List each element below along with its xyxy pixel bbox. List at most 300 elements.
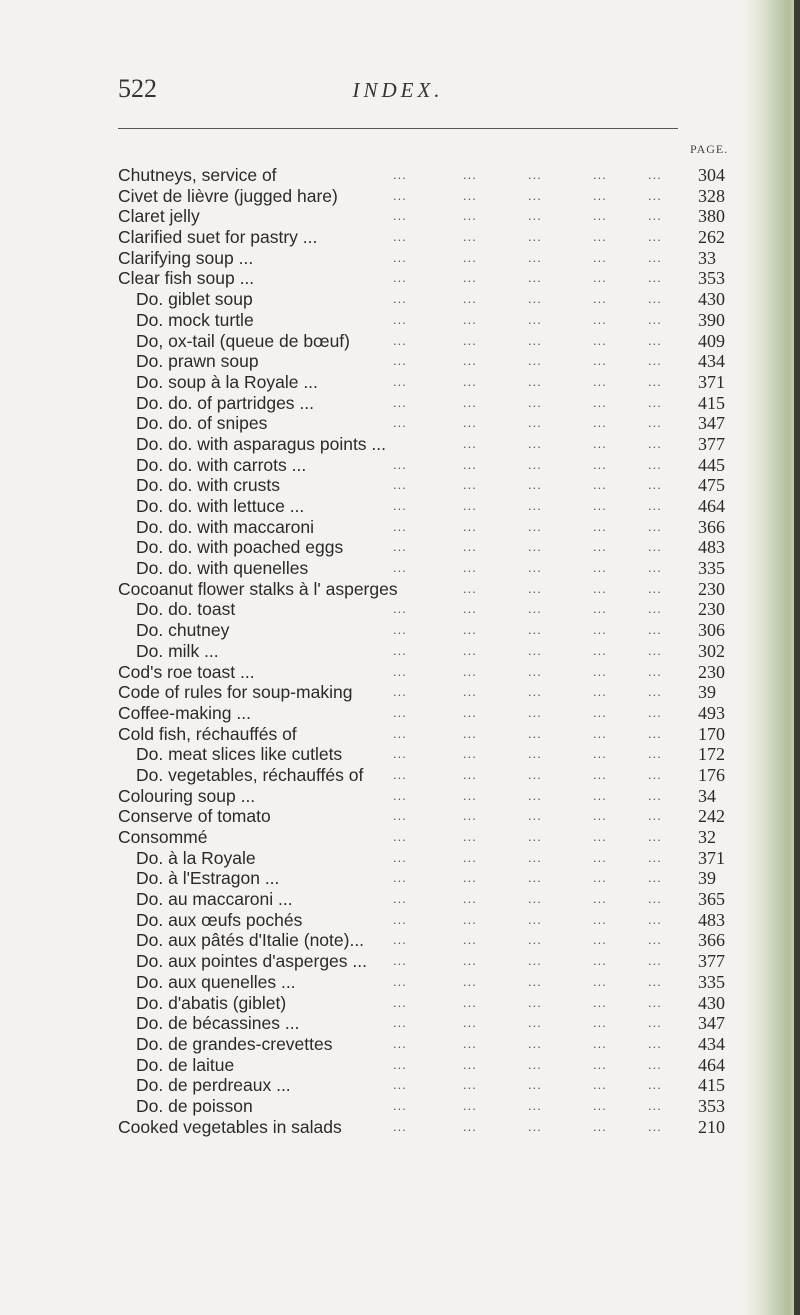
- entry-text: Do. do. with quenelles: [136, 558, 309, 579]
- leader-dots: ...: [593, 932, 607, 948]
- entry-text: Do. do. of partridges ...: [136, 392, 315, 413]
- entry-text: Do. mock turtle: [136, 309, 254, 330]
- leader-dots: ...: [648, 725, 662, 741]
- leader-dots: ...: [393, 891, 407, 907]
- leader-dots: ...: [593, 498, 607, 513]
- entry-text: Civet de lièvre (jugged hare): [118, 185, 338, 206]
- leader-dots: ...: [393, 229, 407, 245]
- leader-dots: ...: [648, 932, 662, 948]
- leader-dots: ...: [463, 684, 477, 700]
- leader-dots: ...: [393, 622, 407, 638]
- leader-dots: ...: [648, 1077, 662, 1093]
- index-entry: [118, 1096, 758, 1117]
- leader-dots: ...: [463, 601, 477, 617]
- leader-dots: ...: [393, 249, 407, 265]
- entry-page-number: 464: [698, 496, 725, 516]
- leader-dots: ...: [528, 849, 542, 865]
- leader-dots: ...: [393, 684, 407, 700]
- entry-text: Clarifying soup ...: [118, 247, 254, 268]
- entry-text: Do. meat slices like cutlets: [136, 744, 343, 765]
- index-entry: [118, 496, 758, 517]
- leader-dots: ...: [648, 498, 662, 513]
- entry-page-number: 377: [698, 433, 725, 454]
- leader-dots: ...: [528, 932, 542, 948]
- entry-page-number: 366: [698, 930, 725, 951]
- entry-page-number: 262: [698, 227, 725, 248]
- entry-text: Cooked vegetables in salads: [118, 1116, 342, 1137]
- leader-dots: ...: [528, 704, 542, 720]
- leader-dots: ...: [463, 394, 477, 410]
- leader-dots: ...: [593, 311, 607, 327]
- entry-page-number: 464: [698, 1054, 725, 1075]
- leader-dots: ...: [593, 456, 607, 472]
- leader-dots: ...: [593, 1118, 607, 1134]
- index-entry: [118, 806, 758, 827]
- index-entry: [118, 827, 758, 848]
- leader-dots: ...: [393, 808, 407, 824]
- leader-dots: ...: [463, 560, 477, 576]
- leader-dots: ...: [528, 891, 542, 907]
- leader-dots: ...: [463, 435, 477, 451]
- leader-dots: ...: [463, 932, 477, 948]
- leader-dots: ...: [648, 249, 662, 265]
- entry-page-number: 353: [698, 268, 725, 289]
- index-entry: [118, 331, 758, 352]
- entry-page-number: 33: [698, 247, 716, 268]
- index-entry: [118, 786, 758, 807]
- leader-dots: ...: [593, 229, 607, 245]
- leader-dots: ...: [528, 456, 542, 472]
- leader-dots: ...: [463, 787, 477, 803]
- entry-page-number: 409: [698, 330, 725, 351]
- leader-dots: ...: [648, 580, 662, 596]
- entry-text: Cold fish, réchauffés of: [118, 723, 297, 744]
- leader-dots: ...: [528, 1118, 542, 1134]
- leader-dots: ...: [593, 167, 607, 182]
- leader-dots: ...: [393, 953, 407, 969]
- leader-dots: ...: [463, 891, 477, 907]
- index-entry: [118, 186, 758, 207]
- entry-text: Do. do. with maccaroni: [136, 516, 314, 537]
- entry-page-number: 335: [698, 558, 725, 579]
- leader-dots: ...: [393, 208, 407, 224]
- leader-dots: ...: [528, 229, 542, 245]
- entry-page-number: 230: [698, 661, 725, 682]
- entry-text: Do. de grandes-crevettes: [136, 1033, 333, 1054]
- entry-text: Do. aux pointes d'asperges ...: [136, 951, 367, 972]
- leader-dots: ...: [528, 291, 542, 307]
- leader-dots: ...: [593, 911, 607, 927]
- leader-dots: ...: [648, 539, 662, 555]
- leader-dots: ...: [648, 415, 662, 431]
- leader-dots: ...: [393, 415, 407, 431]
- leader-dots: ...: [393, 849, 407, 865]
- leader-dots: ...: [463, 311, 477, 327]
- index-entry: [118, 372, 758, 393]
- entry-page-number: 366: [698, 516, 725, 537]
- leader-dots: ...: [648, 353, 662, 369]
- leader-dots: ...: [648, 332, 662, 348]
- leader-dots: ...: [648, 622, 662, 638]
- entry-text: Do. d'abatis (giblet): [136, 992, 287, 1013]
- leader-dots: ...: [393, 1097, 407, 1113]
- leader-dots: ...: [463, 870, 477, 886]
- entry-page-number: 230: [698, 578, 725, 599]
- index-entry: [118, 972, 758, 993]
- entry-page-number: 483: [698, 909, 725, 930]
- leader-dots: ...: [648, 787, 662, 803]
- leader-dots: ...: [393, 829, 407, 844]
- leader-dots: ...: [648, 704, 662, 720]
- leader-dots: ...: [528, 1015, 542, 1031]
- leader-dots: ...: [648, 642, 662, 658]
- entry-page-number: 302: [698, 640, 725, 661]
- leader-dots: ...: [393, 870, 407, 886]
- leader-dots: ...: [648, 994, 662, 1010]
- index-entry: [118, 868, 758, 889]
- leader-dots: ...: [463, 270, 477, 286]
- leader-dots: ...: [393, 167, 407, 182]
- leader-dots: ...: [393, 1035, 407, 1051]
- entry-page-number: 371: [698, 847, 725, 868]
- leader-dots: ...: [593, 870, 607, 886]
- leader-dots: ...: [648, 973, 662, 989]
- leader-dots: ...: [648, 394, 662, 410]
- entry-text: Do. do. with asparagus points ...: [136, 433, 386, 454]
- entry-page-number: 445: [698, 454, 725, 475]
- leader-dots: ...: [393, 353, 407, 369]
- leader-dots: ...: [463, 332, 477, 348]
- index-entry: [118, 930, 758, 951]
- leader-dots: ...: [393, 911, 407, 927]
- entry-page-number: 415: [698, 392, 725, 413]
- leader-dots: ...: [463, 994, 477, 1010]
- entry-page-number: 39: [698, 868, 716, 889]
- index-entry: [118, 227, 758, 248]
- entry-text: Clarified suet for pastry ...: [118, 227, 318, 248]
- leader-dots: ...: [593, 332, 607, 348]
- leader-dots: ...: [528, 829, 542, 844]
- leader-dots: ...: [393, 1118, 407, 1134]
- index-entry: [118, 248, 758, 269]
- leader-dots: ...: [463, 187, 477, 203]
- leader-dots: ...: [528, 684, 542, 700]
- leader-dots: ...: [593, 994, 607, 1010]
- leader-dots: ...: [528, 994, 542, 1010]
- leader-dots: ...: [528, 353, 542, 369]
- leader-dots: ...: [528, 394, 542, 410]
- leader-dots: ...: [393, 187, 407, 203]
- leader-dots: ...: [593, 270, 607, 286]
- leader-dots: ...: [463, 911, 477, 927]
- leader-dots: ...: [463, 229, 477, 245]
- entry-page-number: 335: [698, 971, 725, 992]
- page-header: [118, 66, 738, 116]
- leader-dots: ...: [463, 953, 477, 969]
- entry-page-number: 347: [698, 413, 725, 434]
- index-entries: [118, 165, 758, 1137]
- leader-dots: ...: [393, 601, 407, 617]
- leader-dots: ...: [393, 1056, 407, 1072]
- entry-page-number: 304: [698, 165, 725, 185]
- index-entry: [118, 351, 758, 372]
- index-entry: [118, 889, 758, 910]
- entry-page-number: 390: [698, 309, 725, 330]
- entry-text: Do. vegetables, réchauffés of: [136, 764, 364, 785]
- leader-dots: ...: [648, 953, 662, 969]
- leader-dots: ...: [528, 787, 542, 803]
- leader-dots: ...: [528, 580, 542, 596]
- entry-page-number: 170: [698, 723, 725, 744]
- leader-dots: ...: [528, 766, 542, 782]
- leader-dots: ...: [648, 829, 662, 844]
- entry-text: Do. do. with poached eggs: [136, 537, 344, 558]
- leader-dots: ...: [463, 746, 477, 762]
- leader-dots: ...: [648, 208, 662, 224]
- leader-dots: ...: [648, 1015, 662, 1031]
- index-entry: [118, 1034, 758, 1055]
- leader-dots: ...: [463, 829, 477, 844]
- leader-dots: ...: [648, 456, 662, 472]
- leader-dots: ...: [593, 518, 607, 534]
- entry-page-number: 430: [698, 992, 725, 1013]
- leader-dots: ...: [648, 291, 662, 307]
- entry-text: Do. chutney: [136, 620, 230, 641]
- leader-dots: ...: [648, 518, 662, 534]
- leader-dots: ...: [463, 642, 477, 658]
- entry-page-number: 347: [698, 1013, 725, 1034]
- entry-text: Do. milk ...: [136, 640, 219, 661]
- leader-dots: ...: [463, 415, 477, 431]
- leader-dots: ...: [528, 373, 542, 389]
- header-rule: [118, 128, 678, 129]
- leader-dots: ...: [593, 849, 607, 865]
- entry-text: Do. aux quenelles ...: [136, 971, 296, 992]
- index-entry: [118, 620, 758, 641]
- leader-dots: ...: [593, 1056, 607, 1072]
- index-entry: [118, 289, 758, 310]
- leader-dots: ...: [593, 187, 607, 203]
- entry-page-number: 371: [698, 371, 725, 392]
- leader-dots: ...: [593, 663, 607, 679]
- leader-dots: ...: [528, 911, 542, 927]
- leader-dots: ...: [648, 766, 662, 782]
- leader-dots: ...: [393, 725, 407, 741]
- leader-dots: ...: [463, 1077, 477, 1093]
- leader-dots: ...: [393, 994, 407, 1010]
- entry-text: Do. prawn soup: [136, 351, 259, 372]
- leader-dots: ...: [593, 973, 607, 989]
- leader-dots: ...: [648, 187, 662, 203]
- leader-dots: ...: [463, 663, 477, 679]
- index-entry: [118, 1117, 758, 1138]
- leader-dots: ...: [593, 435, 607, 451]
- leader-dots: ...: [528, 435, 542, 451]
- leader-dots: ...: [528, 1077, 542, 1093]
- entry-page-number: 176: [698, 764, 725, 785]
- leader-dots: ...: [393, 394, 407, 410]
- leader-dots: ...: [463, 725, 477, 741]
- leader-dots: ...: [463, 353, 477, 369]
- leader-dots: ...: [463, 622, 477, 638]
- entry-page-number: 380: [698, 206, 725, 227]
- leader-dots: ...: [648, 1035, 662, 1051]
- leader-dots: ...: [393, 642, 407, 658]
- leader-dots: ...: [648, 167, 662, 182]
- entry-text: Cod's roe toast ...: [118, 661, 255, 682]
- leader-dots: ...: [393, 518, 407, 534]
- entry-text: Do. aux pâtés d'Italie (note)...: [136, 930, 365, 951]
- leader-dots: ...: [528, 332, 542, 348]
- leader-dots: ...: [463, 1097, 477, 1113]
- leader-dots: ...: [593, 829, 607, 844]
- index-entry: [118, 165, 758, 186]
- leader-dots: ...: [393, 539, 407, 555]
- leader-dots: ...: [593, 1015, 607, 1031]
- page-edge-shadow: [794, 0, 800, 1315]
- leader-dots: ...: [463, 518, 477, 534]
- leader-dots: ...: [393, 1015, 407, 1031]
- entry-text: Do. à l'Estragon ...: [136, 868, 280, 889]
- index-entry: [118, 517, 758, 538]
- entry-text: Coffee-making ...: [118, 702, 251, 723]
- leader-dots: ...: [393, 332, 407, 348]
- leader-dots: ...: [393, 787, 407, 803]
- entry-text: Consommé: [118, 827, 208, 847]
- leader-dots: ...: [648, 560, 662, 576]
- leader-dots: ...: [593, 704, 607, 720]
- index-entry: [118, 682, 758, 703]
- leader-dots: ...: [648, 684, 662, 700]
- leader-dots: ...: [648, 1118, 662, 1134]
- leader-dots: ...: [528, 270, 542, 286]
- entry-text: Colouring soup ...: [118, 785, 256, 806]
- index-entry: [118, 703, 758, 724]
- leader-dots: ...: [593, 291, 607, 307]
- leader-dots: ...: [648, 477, 662, 493]
- entry-text: Code of rules for soup-making: [118, 682, 353, 703]
- leader-dots: ...: [648, 311, 662, 327]
- leader-dots: ...: [593, 601, 607, 617]
- leader-dots: ...: [648, 1056, 662, 1072]
- index-entry: [118, 413, 758, 434]
- leader-dots: ...: [593, 477, 607, 493]
- leader-dots: ...: [393, 560, 407, 576]
- leader-dots: ...: [648, 746, 662, 762]
- leader-dots: ...: [593, 208, 607, 224]
- leader-dots: ...: [593, 539, 607, 555]
- index-entry: [118, 579, 758, 600]
- leader-dots: ...: [463, 1015, 477, 1031]
- entry-page-number: 365: [698, 889, 725, 910]
- running-title: INDEX.: [352, 78, 444, 102]
- entry-page-number: 34: [698, 785, 716, 806]
- index-entry: [118, 724, 758, 745]
- leader-dots: ...: [593, 766, 607, 782]
- leader-dots: ...: [528, 311, 542, 327]
- entry-page-number: 210: [698, 1116, 725, 1137]
- index-entry: [118, 558, 758, 579]
- leader-dots: ...: [593, 622, 607, 638]
- leader-dots: ...: [528, 1035, 542, 1051]
- index-entry: [118, 537, 758, 558]
- entry-text: Conserve of tomato: [118, 806, 271, 827]
- leader-dots: ...: [593, 1035, 607, 1051]
- entry-page-number: 172: [698, 744, 725, 765]
- leader-dots: ...: [648, 601, 662, 617]
- leader-dots: ...: [648, 808, 662, 824]
- leader-dots: ...: [528, 746, 542, 762]
- index-entry: [118, 206, 758, 227]
- leader-dots: ...: [393, 663, 407, 679]
- leader-dots: ...: [463, 477, 477, 493]
- leader-dots: ...: [593, 1097, 607, 1113]
- entry-text: Do. do. of snipes: [136, 413, 268, 434]
- entry-text: Do. do. with lettuce ...: [136, 496, 305, 516]
- entry-text: Do. giblet soup: [136, 289, 253, 310]
- leader-dots: ...: [463, 704, 477, 720]
- leader-dots: ...: [463, 249, 477, 265]
- entry-text: Clear fish soup ...: [118, 268, 255, 289]
- leader-dots: ...: [528, 208, 542, 224]
- index-entry: [118, 393, 758, 414]
- leader-dots: ...: [593, 725, 607, 741]
- index-entry: [118, 455, 758, 476]
- entry-page-number: 434: [698, 1033, 725, 1054]
- leader-dots: ...: [528, 725, 542, 741]
- entry-text: Do. do. toast: [136, 599, 236, 620]
- leader-dots: ...: [393, 270, 407, 286]
- leader-dots: ...: [463, 208, 477, 224]
- leader-dots: ...: [593, 580, 607, 596]
- entry-text: Do. aux œufs pochés: [136, 909, 303, 930]
- entry-text: Do, ox-tail (queue de bœuf): [136, 330, 350, 351]
- index-entry: [118, 993, 758, 1014]
- leader-dots: ...: [528, 973, 542, 989]
- page-number: 522: [118, 74, 157, 103]
- leader-dots: ...: [528, 539, 542, 555]
- leader-dots: ...: [528, 1097, 542, 1113]
- leader-dots: ...: [393, 1077, 407, 1093]
- leader-dots: ...: [593, 373, 607, 389]
- leader-dots: ...: [593, 684, 607, 700]
- leader-dots: ...: [593, 787, 607, 803]
- index-entry: [118, 475, 758, 496]
- entry-page-number: 328: [698, 185, 725, 206]
- index-entry: [118, 599, 758, 620]
- entry-text: Do. de perdreaux ...: [136, 1075, 291, 1096]
- leader-dots: ...: [393, 291, 407, 307]
- entry-text: Do. au maccaroni ...: [136, 889, 293, 910]
- leader-dots: ...: [528, 498, 542, 513]
- leader-dots: ...: [463, 498, 477, 513]
- entry-page-number: 230: [698, 599, 725, 620]
- leader-dots: ...: [463, 580, 477, 596]
- entry-text: Do. à la Royale: [136, 847, 256, 868]
- entry-text: Do. de poisson: [136, 1095, 253, 1116]
- leader-dots: ...: [393, 477, 407, 493]
- entry-page-number: 430: [698, 289, 725, 310]
- leader-dots: ...: [463, 1056, 477, 1072]
- leader-dots: ...: [528, 477, 542, 493]
- leader-dots: ...: [528, 187, 542, 203]
- leader-dots: ...: [528, 622, 542, 638]
- leader-dots: ...: [528, 642, 542, 658]
- leader-dots: ...: [648, 849, 662, 865]
- leader-dots: ...: [463, 167, 477, 182]
- leader-dots: ...: [593, 642, 607, 658]
- entry-page-number: 377: [698, 951, 725, 972]
